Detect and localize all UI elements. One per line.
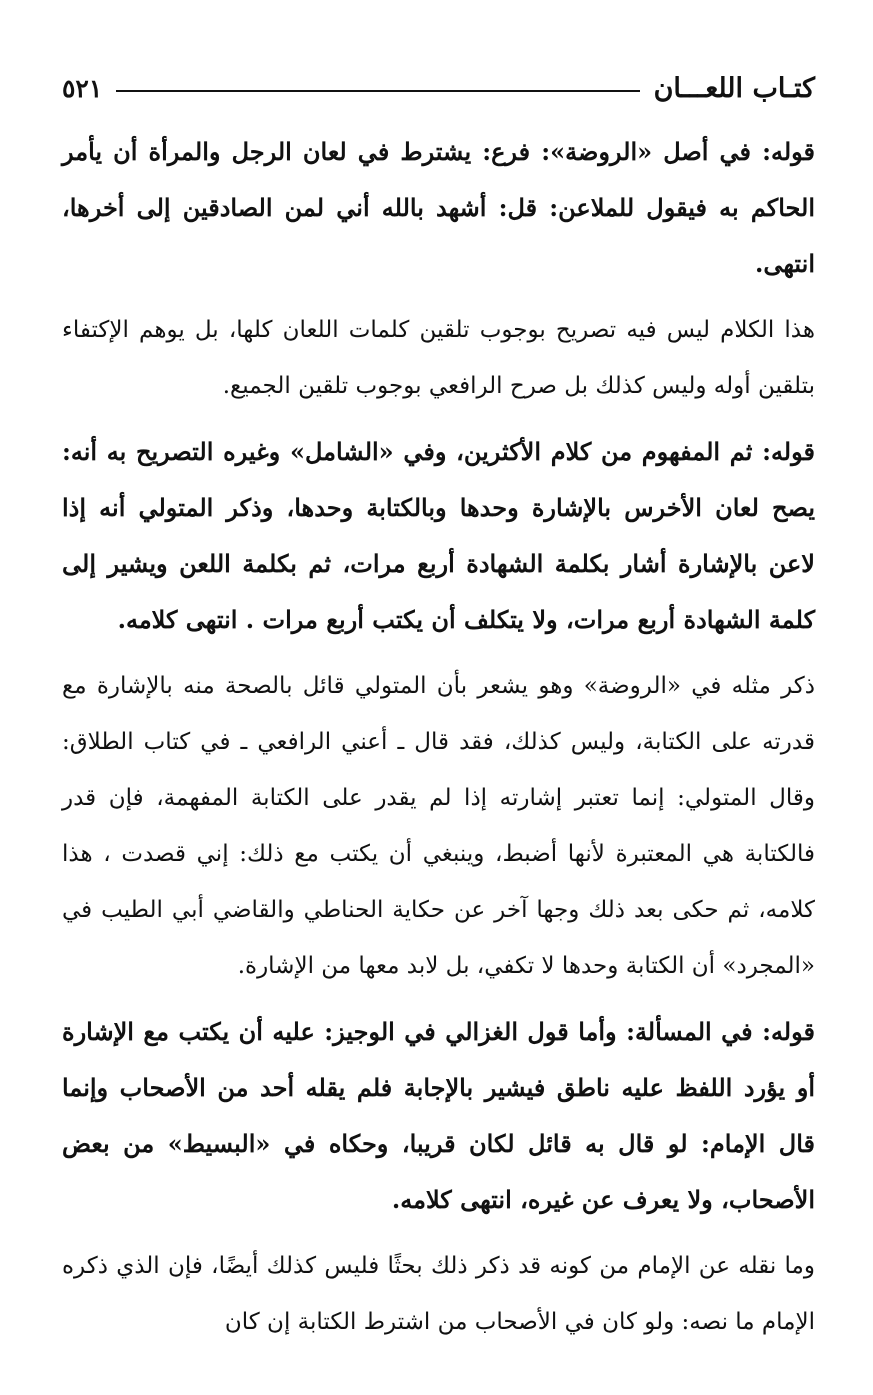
quoted-passage: قوله: ثم المفهوم من كلام الأكثرين، وفي «الشامل» وغيره التصريح به أنه: يصح لعان الأخرس بالإشارة وحدها وبالكتابة وحدها، وذكر المتولي أنه إذا لاعن بالإشارة أشار بكلمة الشهادة أربع مرات، ثم بكلمة اللعن ويشير إلى كلمة الشهادة أربع مرات، ولا يتكلف أن يكتب أربع مرات . انتهى كلامه. xyxy=(62,437,815,634)
paragraph-gap xyxy=(62,648,815,658)
running-header xyxy=(62,64,815,112)
header-rule xyxy=(116,90,639,92)
chapter-title: كتـاب اللعـــان xyxy=(653,72,815,104)
page-body xyxy=(62,124,815,1350)
paragraph-gap xyxy=(62,994,815,1004)
paragraph-gap xyxy=(62,292,815,302)
commentary-paragraph: هذا الكلام ليس فيه تصريح بوجوب تلقين كلمات اللعان كلها، بل يوهم الإكتفاء بتلقين أوله وليس كذلك بل صرح الرافعي بوجوب تلقين الجميع. xyxy=(62,317,815,399)
commentary-paragraph: وما نقله عن الإمام من كونه قد ذكر ذلك بحثًا فليس كذلك أيضًا، فإن الذي ذكره الإمام ما نصه: ولو كان في الأصحاب من اشترط الكتابة إن كان xyxy=(62,1253,815,1335)
commentary-paragraph: ذكر مثله في «الروضة» وهو يشعر بأن المتولي قائل بالصحة منه بالإشارة مع قدرته على الكتابة، وليس كذلك، فقد قال ـ أعني الرافعي ـ في كتاب الطلاق: وقال المتولي: إنما تعتبر إشارته إذا لم يقدر على الكتابة المفهمة، فإن قدر فالكتابة هي المعتبرة لأنها أضبط، وينبغي أن يكتب مع ذلك: إني قصدت ، هذا كلامه، ثم حكى بعد ذلك وجها آخر عن حكاية الحناطي والقاضي أبي الطيب في «المجرد» أن الكتابة وحدها لا تكفي، بل لابد معها من الإشارة. xyxy=(62,673,815,979)
paragraph-gap xyxy=(62,1228,815,1238)
page-number: ٥٢١ xyxy=(62,73,103,103)
quoted-passage: قوله: في المسألة: وأما قول الغزالي في الوجيز: عليه أن يكتب مع الإشارة أو يؤرد اللفظ عليه ناطق فيشير بالإجابة فلم يقله أحد من الأصحاب وإنما قال الإمام: لو قال به قائل لكان قريبا، وحكاه في «البسيط» من بعض الأصحاب، ولا يعرف عن غيره، انتهى كلامه. xyxy=(62,1017,815,1214)
paragraph-gap xyxy=(62,414,815,424)
quoted-passage: قوله: في أصل «الروضة»: فرع: يشترط في لعان الرجل والمرأة أن يأمر الحاكم به فيقول للملاعن: قل: أشهد بالله أني لمن الصادقين إلى أخرها، انتهى. xyxy=(62,137,815,278)
